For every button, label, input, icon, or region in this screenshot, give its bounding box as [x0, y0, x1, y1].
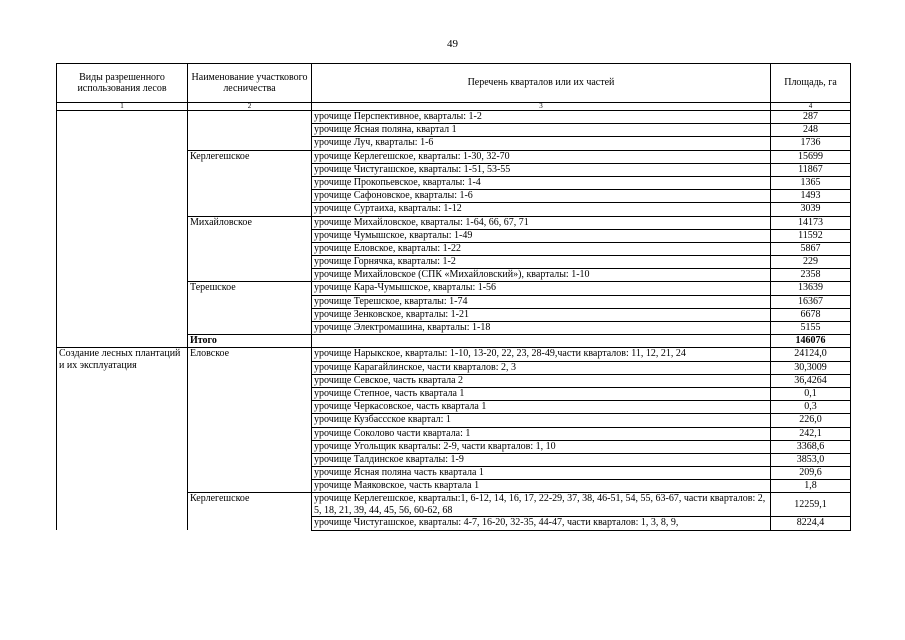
quarters-cell: урочище Керлегешское, кварталы:1, 6-12, 14, 16, 17, 22-29, 37, 38, 46-51, 54, 55, 63-67, части кварталов: 2, 5, 18, 21, 39, 44, 45, 56, 60-62, 68: [312, 493, 771, 517]
quarters-cell: урочище Суртаиха, кварталы: 1-12: [312, 203, 771, 216]
quarters-cell: урочище Керлегешское, кварталы: 1-30, 32-70: [312, 150, 771, 163]
area-cell: 0,3: [771, 401, 851, 414]
quarters-cell: урочище Угольщик кварталы: 2-9, части кварталов: 1, 10: [312, 440, 771, 453]
area-cell: 1493: [771, 190, 851, 203]
quarters-cell: урочище Ясная поляна, квартал 1: [312, 124, 771, 137]
area-cell: 36,4264: [771, 374, 851, 387]
area-cell: 1365: [771, 176, 851, 189]
total-area: 146076: [771, 335, 851, 348]
area-cell: 11592: [771, 229, 851, 242]
column-number: 4: [771, 103, 851, 111]
area-cell: 24124,0: [771, 348, 851, 361]
quarters-cell: урочище Еловское, кварталы: 1-22: [312, 242, 771, 255]
forestry-cell: Михайловское: [188, 216, 312, 282]
area-cell: 3039: [771, 203, 851, 216]
table-row: [57, 111, 851, 124]
quarters-cell: урочище Кузбассское квартал: 1: [312, 414, 771, 427]
area-cell: 226,0: [771, 414, 851, 427]
area-cell: 8224,4: [771, 517, 851, 530]
quarters-cell: урочище Карагайлинское, части кварталов: 2, 3: [312, 361, 771, 374]
area-cell: 248: [771, 124, 851, 137]
area-cell: 13639: [771, 282, 851, 295]
quarters-cell: урочище Нарыкское, кварталы: 1-10, 13-20, 22, 23, 28-49,части кварталов: 11, 12, 21, 24: [312, 348, 771, 361]
area-cell: 1736: [771, 137, 851, 150]
forestry-cell: Терешское: [188, 282, 312, 335]
use-type-cell: Создание лесных плантаций и их эксплуатация: [57, 348, 188, 530]
quarters-cell: урочище Прокопьевское, кварталы: 1-4: [312, 176, 771, 189]
quarters-cell: урочище Луч, кварталы: 1-6: [312, 137, 771, 150]
column-number: 3: [312, 103, 771, 111]
area-cell: 2358: [771, 269, 851, 282]
quarters-cell: урочище Михайловское (СПК «Михайловский»), кварталы: 1-10: [312, 269, 771, 282]
area-cell: 242,1: [771, 427, 851, 440]
area-cell: 6678: [771, 308, 851, 321]
quarters-cell: урочище Горнячка, кварталы: 1-2: [312, 256, 771, 269]
quarters-cell: урочище Чистугашское, кварталы: 4-7, 16-20, 32-35, 44-47, части кварталов: 1, 3, 8, 9,: [312, 517, 771, 530]
forestry-cell: Керлегешское: [188, 150, 312, 216]
quarters-cell: урочище Степное, часть квартала 1: [312, 387, 771, 400]
quarters-cell: урочище Чумышское, кварталы: 1-49: [312, 229, 771, 242]
area-cell: 11867: [771, 163, 851, 176]
page-number: 49: [447, 38, 458, 50]
total-empty-cell: [312, 335, 771, 348]
area-cell: 229: [771, 256, 851, 269]
area-cell: 0,1: [771, 387, 851, 400]
area-cell: 30,3009: [771, 361, 851, 374]
header-forestry: Наименование участкового лесничества: [188, 64, 312, 103]
forestry-cell: Керлегешское: [188, 493, 312, 530]
quarters-cell: урочище Перспективное, кварталы: 1-2: [312, 111, 771, 124]
area-cell: 5155: [771, 322, 851, 335]
quarters-cell: урочище Маяковское, часть квартала 1: [312, 480, 771, 493]
table-row: [57, 348, 851, 361]
area-cell: 16367: [771, 295, 851, 308]
quarters-cell: урочище Черкасовское, часть квартала 1: [312, 401, 771, 414]
area-cell: 3368,6: [771, 440, 851, 453]
area-cell: 1,8: [771, 480, 851, 493]
quarters-cell: урочище Кара-Чумышское, кварталы: 1-56: [312, 282, 771, 295]
column-number-row: [57, 103, 851, 111]
quarters-cell: урочище Сафоновское, кварталы: 1-6: [312, 190, 771, 203]
column-number: 2: [188, 103, 312, 111]
quarters-cell: урочище Соколово части квартала: 1: [312, 427, 771, 440]
header-use-type: Виды разрешенного использования лесов: [57, 64, 188, 103]
forestry-cell: Еловское: [188, 348, 312, 493]
header-quarters: Перечень кварталов или их частей: [312, 64, 771, 103]
area-cell: 5867: [771, 242, 851, 255]
quarters-cell: урочище Зенковское, кварталы: 1-21: [312, 308, 771, 321]
area-cell: 209,6: [771, 467, 851, 480]
area-cell: 14173: [771, 216, 851, 229]
header-area: Площадь, га: [771, 64, 851, 103]
total-label: Итого: [188, 335, 312, 348]
area-cell: 287: [771, 111, 851, 124]
quarters-cell: урочище Терешское, кварталы: 1-74: [312, 295, 771, 308]
quarters-cell: урочище Чистугашское, кварталы: 1-51, 53-55: [312, 163, 771, 176]
area-cell: 15699: [771, 150, 851, 163]
quarters-cell: урочище Севское, часть квартала 2: [312, 374, 771, 387]
forestry-cell-empty: [188, 111, 312, 151]
use-type-cell-empty: [57, 111, 188, 348]
forest-use-table: [56, 63, 851, 531]
area-cell: 12259,1: [771, 493, 851, 517]
column-number: 1: [57, 103, 188, 111]
header-row: [57, 64, 851, 103]
quarters-cell: урочище Электромашина, кварталы: 1-18: [312, 322, 771, 335]
quarters-cell: урочище Михайловское, кварталы: 1-64, 66, 67, 71: [312, 216, 771, 229]
quarters-cell: урочище Талдинское кварталы: 1-9: [312, 453, 771, 466]
area-cell: 3853,0: [771, 453, 851, 466]
quarters-cell: урочище Ясная поляна часть квартала 1: [312, 467, 771, 480]
